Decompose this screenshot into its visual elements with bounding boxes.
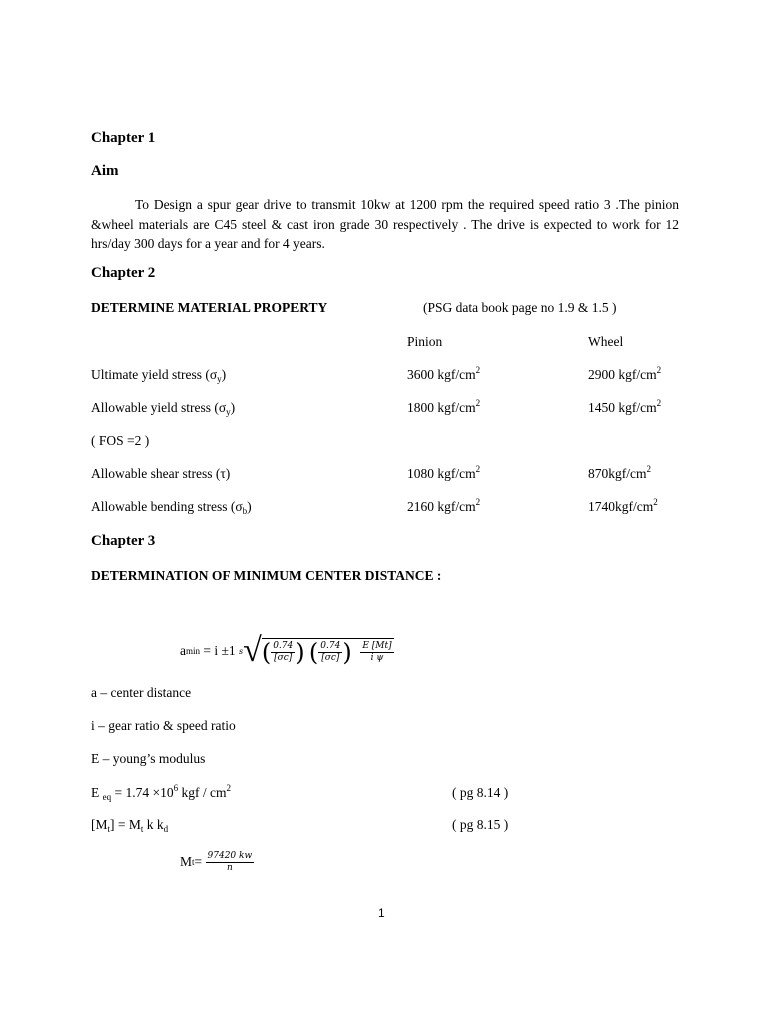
- fos-note: ( FOS =2 ): [91, 433, 150, 448]
- aim-paragraph: To Design a spur gear drive to transmit 10kw at 1200 rpm the required speed ratio 3 .The pinion &wheel materials are C45 steel & cast iron grade 30 respectively . The drive is expected to work for 12 hrs/day 300 days for a year and for 4 years.: [91, 197, 679, 251]
- property-label: Allowable yield stress $(\sigma_y)$: [91, 400, 236, 417]
- center-distance-heading: DETERMINATION OF MINIMUM CENTER DISTANCE :: [91, 568, 442, 583]
- eeq-equation: E $_{eq} = 1.74 \times 10^6$ kgf / $cm^2$: [91, 783, 231, 802]
- definition-item: i – gear ratio & speed ratio: [91, 718, 236, 733]
- pinion-value: 1080 kgf/$cm^2$: [407, 464, 481, 481]
- chapter-1-title: Chapter 1: [91, 130, 156, 146]
- definition-item: a – center distance: [91, 685, 192, 700]
- pinion-value: 2160 kgf/$cm^2$: [407, 497, 481, 514]
- mt-reference: ( pg 8.15 ): [452, 817, 509, 832]
- mt-equation: $[M_t] = M_t$ k $k_d$: [91, 817, 169, 834]
- eeq-reference: ( pg 8.14 ): [452, 785, 509, 800]
- psg-reference: (PSG data book page no 1.9 & 1.5 ): [423, 300, 617, 315]
- chapter-3-title: Chapter 3: [91, 533, 156, 549]
- column-header-pinion: Pinion: [407, 334, 443, 349]
- wheel-value: 1450 kgf/$cm^2$: [588, 398, 662, 415]
- chapter-2-title: Chapter 2: [91, 265, 156, 281]
- page-number: 1: [378, 906, 385, 920]
- mt-formula: M t = $\frac{97420 kw}{n}$: [180, 850, 253, 873]
- wheel-value: $870kgf/cm^2$: [588, 464, 651, 481]
- center-distance-formula: a min = i ±1 s √ ( $\frac{0.74}{[\sigma c]}$ ) ( $\frac{0.74}{[\sigma c]}$ ) $\frac{E [Mt]}{\text{i ψ}}$: [180, 632, 392, 669]
- pinion-value: 1800 kgf/$cm^2$: [407, 398, 481, 415]
- pinion-value: 3600 kgf/$cm^2$: [407, 365, 481, 382]
- wheel-value: 2900 kgf/$cm^2$: [588, 365, 662, 382]
- aim-heading: Aim: [91, 163, 119, 179]
- wheel-value: $1740kgf/cm^2$: [588, 497, 658, 514]
- definition-item: E – young’s modulus: [91, 751, 206, 766]
- property-label: Allowable bending stress $(\sigma_b)$: [91, 499, 252, 516]
- column-header-wheel: Wheel: [588, 334, 624, 349]
- material-property-heading: DETERMINE MATERIAL PROPERTY: [91, 300, 328, 315]
- property-label: Allowable shear stress (τ): [91, 466, 231, 481]
- property-label: Ultimate yield stress $(\sigma_y)$: [91, 367, 227, 384]
